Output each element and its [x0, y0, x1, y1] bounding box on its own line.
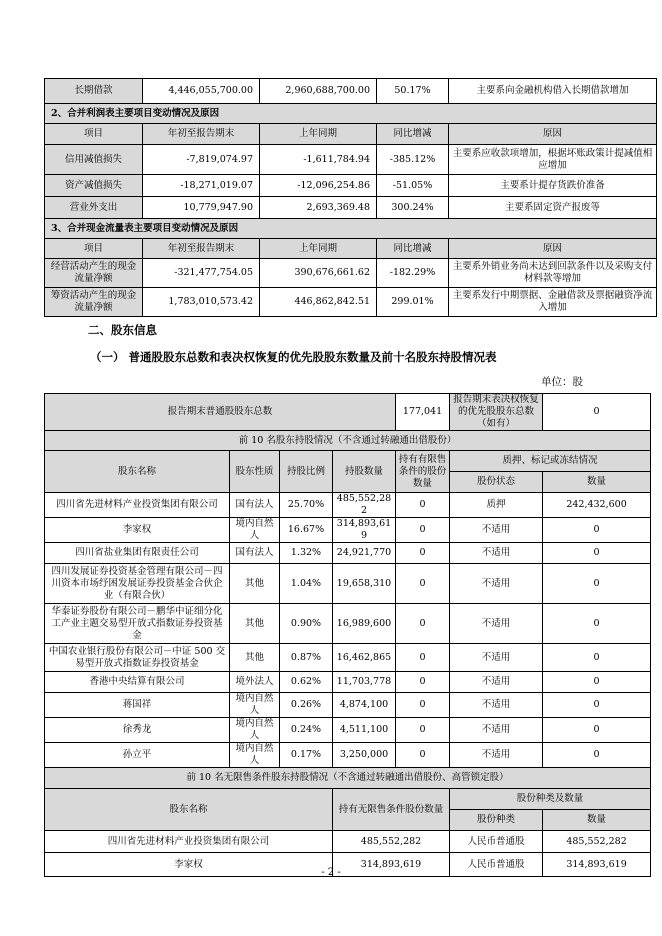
ratio-cell: 1.04%	[280, 564, 333, 604]
current-cell: 10,779,947.90	[143, 197, 260, 219]
count-cell: 0	[543, 518, 651, 543]
header-row	[45, 451, 651, 472]
table-row	[45, 259, 657, 288]
section-row	[45, 104, 657, 124]
ratio-cell: 0.24%	[280, 718, 333, 743]
table-row	[45, 693, 651, 718]
pref-shareholders-label: 报告期末表决权恢复的优先股股东总数（如有）	[450, 394, 543, 431]
table-row	[45, 175, 657, 197]
unit-label: 单位：股	[541, 376, 583, 388]
count-cell: 0	[543, 644, 651, 672]
table-row	[45, 288, 657, 317]
qty-cell: 24,921,770	[333, 543, 396, 564]
status-cell: 不适用	[450, 518, 543, 543]
header-nature: 股东性质	[230, 451, 280, 493]
restricted-cell: 0	[396, 518, 450, 543]
qty-cell: 16,989,600	[333, 604, 396, 644]
u-count-cell: 485,552,282	[543, 831, 651, 853]
reason-cell: 主要系计提存货跌价准备	[449, 175, 657, 197]
reason-cell: 主要系发行中期票据、金融借款及票据融资净流入增加	[449, 288, 657, 317]
qty-cell: 16,462,865	[333, 644, 396, 672]
total-shareholders-value: 177,041	[396, 394, 450, 431]
header-count: 数量	[543, 472, 651, 493]
header-item: 项目	[45, 124, 143, 145]
nature-cell: 国有法人	[230, 493, 280, 518]
item-cell: 经营活动产生的现金流量净额	[45, 259, 143, 288]
u-name-cell: 李家权	[45, 853, 333, 877]
header-change: 同比增减	[377, 239, 449, 259]
section-row	[45, 219, 657, 239]
table-row	[45, 644, 651, 672]
status-cell: 不适用	[450, 743, 543, 768]
previous-cell: -1,611,784.94	[260, 145, 377, 175]
section-row	[45, 431, 651, 451]
change-cell: -385.12%	[377, 145, 449, 175]
reason-cell: 主要系向金融机构借入长期借款增加	[449, 79, 657, 104]
ratio-cell: 0.26%	[280, 693, 333, 718]
shareholders-table	[44, 393, 651, 877]
reason-cell: 主要系应收款项增加，根据坏账政策计提减值相应增加	[449, 145, 657, 175]
unrestricted-title: 前 10 名无限售条件股东持股情况（不含通过转融通出借股份、高管锁定股）	[45, 768, 651, 789]
nature-cell: 境内自然人	[230, 693, 280, 718]
name-cell: 孙立平	[45, 743, 230, 768]
nature-cell: 其他	[230, 564, 280, 604]
financial-changes-table	[44, 78, 657, 317]
section-title: 二、股东信息	[88, 323, 157, 337]
header-ratio: 持股比例	[280, 451, 333, 493]
previous-cell: -12,096,254.86	[260, 175, 377, 197]
header-pledge: 质押、标记或冻结情况	[450, 451, 651, 472]
pref-shareholders-value: 0	[543, 394, 651, 431]
count-cell: 0	[543, 693, 651, 718]
qty-cell: 4,511,100	[333, 718, 396, 743]
u-kind-cell: 人民币普通股	[450, 853, 543, 877]
header-reason: 原因	[449, 239, 657, 259]
table-row	[45, 197, 657, 219]
count-cell: 0	[543, 543, 651, 564]
section-row	[45, 768, 651, 789]
change-cell: 300.24%	[377, 197, 449, 219]
count-cell: 242,432,600	[543, 493, 651, 518]
header-qty: 持股数量	[333, 451, 396, 493]
ratio-cell: 25.70%	[280, 493, 333, 518]
table-row	[45, 145, 657, 175]
header-restricted: 持有有限售条件的股份数量	[396, 451, 450, 493]
status-cell: 不适用	[450, 718, 543, 743]
status-cell: 不适用	[450, 564, 543, 604]
ratio-cell: 0.90%	[280, 604, 333, 644]
current-cell: -7,819,074.97	[143, 145, 260, 175]
restricted-cell: 0	[396, 564, 450, 604]
name-cell: 蒋国祥	[45, 693, 230, 718]
header-item: 项目	[45, 239, 143, 259]
count-cell: 0	[543, 564, 651, 604]
qty-cell: 314,893,619	[333, 518, 396, 543]
table-row	[45, 718, 651, 743]
current-cell: -321,477,754.05	[143, 259, 260, 288]
count-cell: 0	[543, 718, 651, 743]
name-cell: 华泰证券股份有限公司－鹏华中证细分化工产业主题交易型开放式指数证券投资基金	[45, 604, 230, 644]
totals-row	[45, 394, 651, 431]
qty-cell: 19,658,310	[333, 564, 396, 604]
nature-cell: 国有法人	[230, 543, 280, 564]
status-cell: 不适用	[450, 644, 543, 672]
restricted-cell: 0	[396, 718, 450, 743]
nature-cell: 境外法人	[230, 672, 280, 693]
previous-cell: 390,676,661.62	[260, 259, 377, 288]
header-status: 股份状态	[450, 472, 543, 493]
header-previous: 上年同期	[260, 124, 377, 145]
name-cell: 中国农业银行股份有限公司－中证 500 交易型开放式指数证券投资基金	[45, 644, 230, 672]
header-row	[45, 239, 657, 259]
header-current: 年初至报告期末	[143, 124, 260, 145]
count-cell: 0	[543, 672, 651, 693]
nature-cell: 境内自然人	[230, 718, 280, 743]
table-row	[45, 518, 651, 543]
header-name: 股东名称	[45, 451, 230, 493]
change-cell: -182.29%	[377, 259, 449, 288]
change-cell: -51.05%	[377, 175, 449, 197]
previous-cell: 446,862,842.51	[260, 288, 377, 317]
nature-cell: 其他	[230, 644, 280, 672]
header-current: 年初至报告期末	[143, 239, 260, 259]
header-row	[45, 124, 657, 145]
count-cell: 0	[543, 604, 651, 644]
current-cell: -18,271,019.07	[143, 175, 260, 197]
ratio-cell: 0.87%	[280, 644, 333, 672]
change-cell: 50.17%	[377, 79, 449, 104]
status-cell: 不适用	[450, 693, 543, 718]
name-cell: 香港中央结算有限公司	[45, 672, 230, 693]
item-cell: 信用减值损失	[45, 145, 143, 175]
ratio-cell: 0.17%	[280, 743, 333, 768]
current-cell: 1,783,010,573.42	[143, 288, 260, 317]
previous-cell: 2,693,369.48	[260, 197, 377, 219]
item-cell: 筹资活动产生的现金流量净额	[45, 288, 143, 317]
restricted-cell: 0	[396, 743, 450, 768]
reason-cell: 主要系外销业务尚未达到回款条件以及采购支付材料款等增加	[449, 259, 657, 288]
status-cell: 不适用	[450, 604, 543, 644]
name-cell: 徐秀龙	[45, 718, 230, 743]
name-cell: 李家权	[45, 518, 230, 543]
reason-cell: 主要系固定资产报废等	[449, 197, 657, 219]
u-header-qty: 持有无限售条件股份数量	[333, 789, 450, 831]
table-row	[45, 79, 657, 104]
change-cell: 299.01%	[377, 288, 449, 317]
total-shareholders-label: 报告期末普通股股东总数	[45, 394, 396, 431]
nature-cell: 其他	[230, 604, 280, 644]
table-row	[45, 564, 651, 604]
header-previous: 上年同期	[260, 239, 377, 259]
qty-cell: 4,874,100	[333, 693, 396, 718]
nature-cell: 境内自然人	[230, 518, 280, 543]
u-header-count: 数量	[543, 810, 651, 831]
count-cell: 0	[543, 743, 651, 768]
current-cell: 4,446,055,700.00	[143, 79, 260, 104]
table-row	[45, 831, 651, 853]
u-count-cell: 314,893,619	[543, 853, 651, 877]
ratio-cell: 0.62%	[280, 672, 333, 693]
table-row	[45, 672, 651, 693]
restricted-cell: 0	[396, 693, 450, 718]
table-row	[45, 743, 651, 768]
restricted-cell: 0	[396, 493, 450, 518]
name-cell: 四川省先进材料产业投资集团有限公司	[45, 493, 230, 518]
u-header-name: 股东名称	[45, 789, 333, 831]
header-row	[45, 789, 651, 810]
nature-cell: 境内自然人	[230, 743, 280, 768]
u-header-kind-group: 股份种类及数量	[450, 789, 651, 810]
item-cell: 长期借款	[45, 79, 143, 104]
header-change: 同比增减	[377, 124, 449, 145]
restricted-cell: 0	[396, 644, 450, 672]
table-row	[45, 543, 651, 564]
header-reason: 原因	[449, 124, 657, 145]
u-header-kind: 股份种类	[450, 810, 543, 831]
u-qty-cell: 314,893,619	[333, 853, 450, 877]
section2-title: 2、合并利润表主要项目变动情况及原因	[45, 104, 657, 124]
item-cell: 营业外支出	[45, 197, 143, 219]
page-number: - 2 -	[321, 867, 341, 878]
section3-title: 3、合并现金流量表主要项目变动情况及原因	[45, 219, 657, 239]
top10-title: 前 10 名股东持股情况（不含通过转融通出借股份）	[45, 431, 651, 451]
qty-cell: 485,552,282	[333, 493, 396, 518]
u-name-cell: 四川省先进材料产业投资集团有限公司	[45, 831, 333, 853]
qty-cell: 3,250,000	[333, 743, 396, 768]
subsection-title: （一） 普通股股东总数和表决权恢复的优先股股东数量及前十名股东持股情况表	[90, 350, 497, 364]
ratio-cell: 16.67%	[280, 518, 333, 543]
u-kind-cell: 人民币普通股	[450, 831, 543, 853]
restricted-cell: 0	[396, 543, 450, 564]
item-cell: 资产减值损失	[45, 175, 143, 197]
previous-cell: 2,960,688,700.00	[260, 79, 377, 104]
table-row	[45, 493, 651, 518]
u-qty-cell: 485,552,282	[333, 831, 450, 853]
ratio-cell: 1.32%	[280, 543, 333, 564]
name-cell: 四川发展证券投资基金管理有限公司－四川资本市场纾困发展证券投资基金合伙企业（有限合伙）	[45, 564, 230, 604]
status-cell: 不适用	[450, 543, 543, 564]
restricted-cell: 0	[396, 672, 450, 693]
table-row	[45, 604, 651, 644]
status-cell: 质押	[450, 493, 543, 518]
qty-cell: 11,703,778	[333, 672, 396, 693]
name-cell: 四川省盐业集团有限责任公司	[45, 543, 230, 564]
status-cell: 不适用	[450, 672, 543, 693]
restricted-cell: 0	[396, 604, 450, 644]
